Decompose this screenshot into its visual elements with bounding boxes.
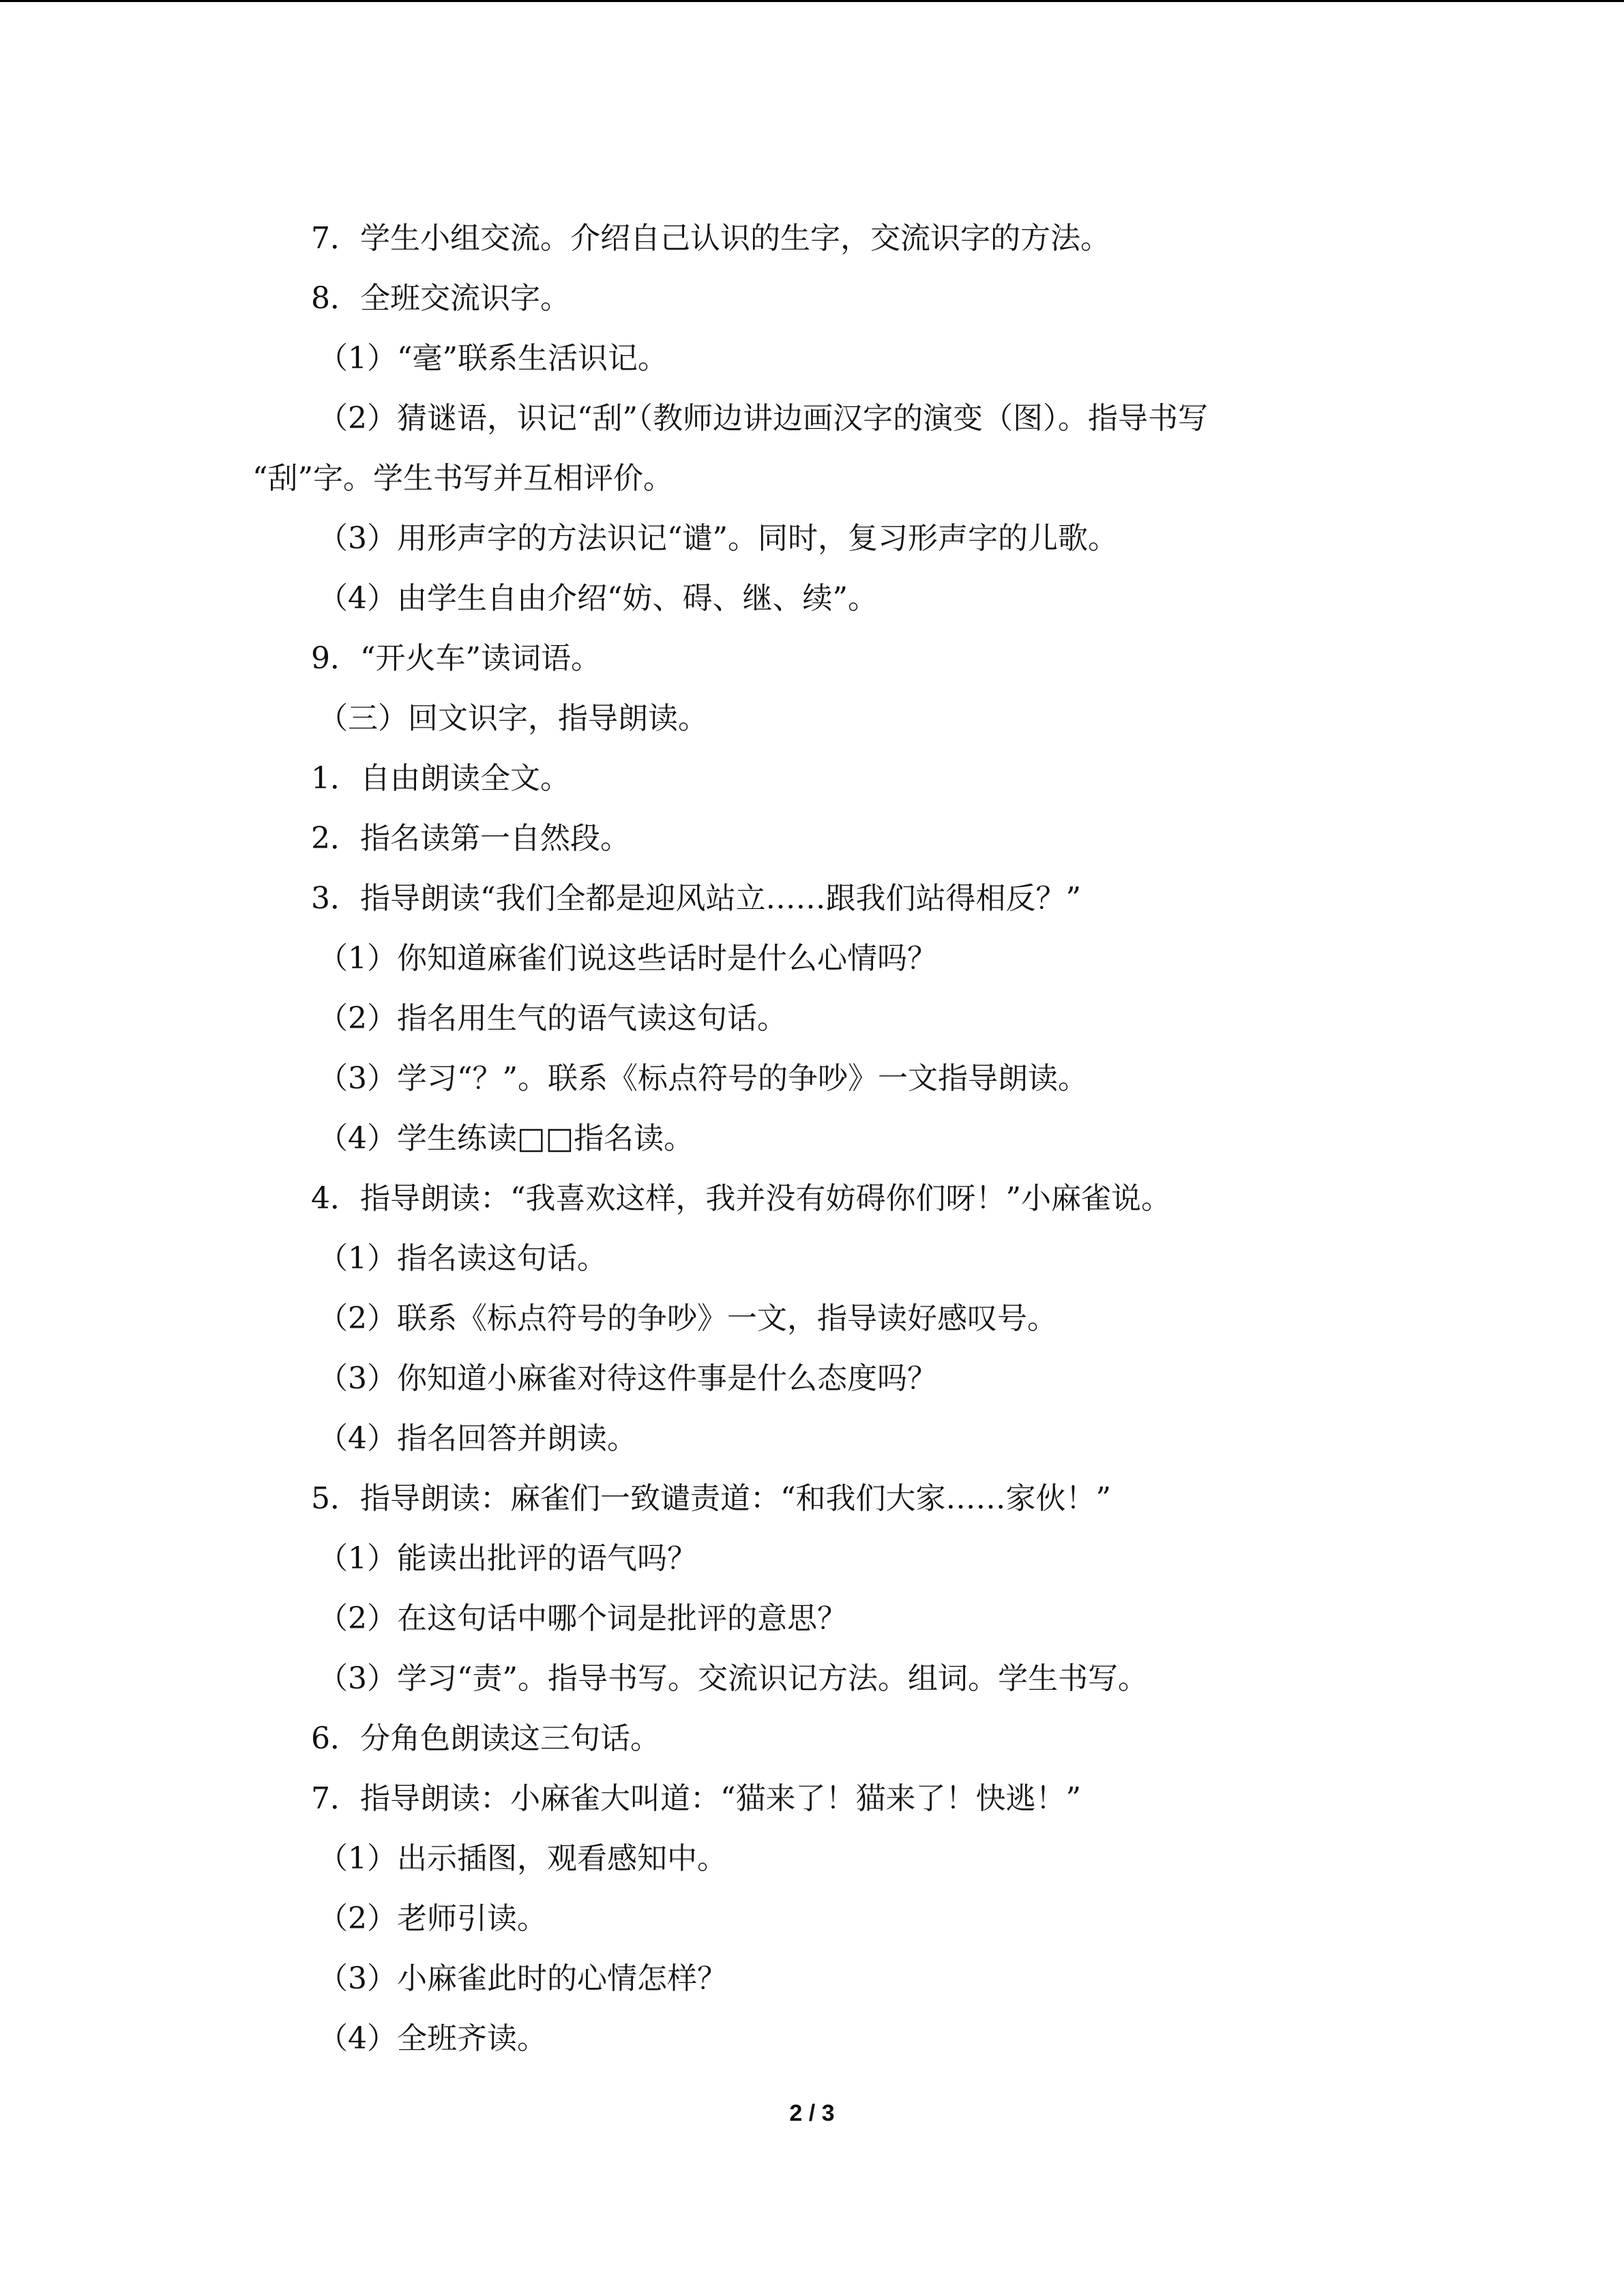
text-line: （2）老师引读。 (318, 1901, 547, 1936)
text-line: 4．指导朗读：“我喜欢这样，我并没有妨碍你们呀！”小麻雀说。 (311, 1181, 1171, 1216)
text-line: （1）“毫”联系生活识记。 (318, 341, 668, 376)
text-line: （1）出示插图，观看感知中。 (318, 1841, 727, 1876)
text-line: 1．自由朗读全文。 (311, 761, 570, 796)
text-line: （2）指名用生气的语气读这句话。 (318, 1001, 787, 1036)
text-line: 2．指名读第一自然段。 (311, 821, 630, 856)
text-line: （3）用形声字的方法识记“谴”。同时，复习形声字的儿歌。 (318, 521, 1118, 556)
text-line: 6．分角色朗读这三句话。 (311, 1721, 660, 1756)
text-line: 5．指导朗读：麻雀们一致谴责道：“和我们大家……家伙！” (311, 1481, 1111, 1516)
text-line: （2）在这句话中哪个词是批评的意思？ (318, 1601, 847, 1636)
text-line: （3）学习“？”。联系《标点符号的争吵》一文指导朗读。 (318, 1061, 1088, 1096)
text-line: 3．指导朗读“我们全都是迎风站立……跟我们站得相反？” (311, 881, 1081, 916)
text-line: “刮”字。学生书写并互相评价。 (252, 461, 673, 496)
text-line: 8．全班交流识字。 (311, 281, 570, 316)
text-line: （3）你知道小麻雀对待这件事是什么态度吗？ (318, 1361, 937, 1396)
text-line: （1）你知道麻雀们说这些话时是什么心情吗？ (318, 941, 937, 976)
page-number: 2 / 3 (789, 2100, 835, 2126)
text-line: （4）全班齐读。 (318, 2021, 547, 2056)
text-line: （3）学习“责”。指导书写。交流识记方法。组词。学生书写。 (318, 1661, 1148, 1696)
document-body (252, 209, 1316, 2069)
top-border-line (0, 0, 1624, 2)
section-heading: （三）回文识字，指导朗读。 (318, 701, 708, 736)
text-line: （4）学生练读□□指名读。 (318, 1121, 694, 1156)
text-line: （2）联系《标点符号的争吵》一文，指导读好感叹号。 (318, 1301, 1057, 1336)
text-line: （1）指名读这句话。 (318, 1241, 607, 1276)
text-line: （1）能读出批评的语气吗？ (318, 1541, 697, 1576)
text-line: 7．学生小组交流。介绍自己认识的生字，交流识字的方法。 (311, 221, 1110, 256)
text-line: 7．指导朗读：小麻雀大叫道：“猫来了！猫来了！快逃！” (311, 1781, 1081, 1816)
text-line: （3）小麻雀此时的心情怎样？ (318, 1961, 727, 1996)
text-line: 9．“开火车”读词语。 (311, 641, 601, 676)
text-line: （4）由学生自由介绍“妨、碍、继、续”。 (318, 581, 878, 616)
text-line: （2）猜谜语，识记“刮”（教师边讲边画汉字的演变（图）。指导书写 (318, 401, 1208, 436)
text-line: （4）指名回答并朗读。 (318, 1421, 637, 1456)
